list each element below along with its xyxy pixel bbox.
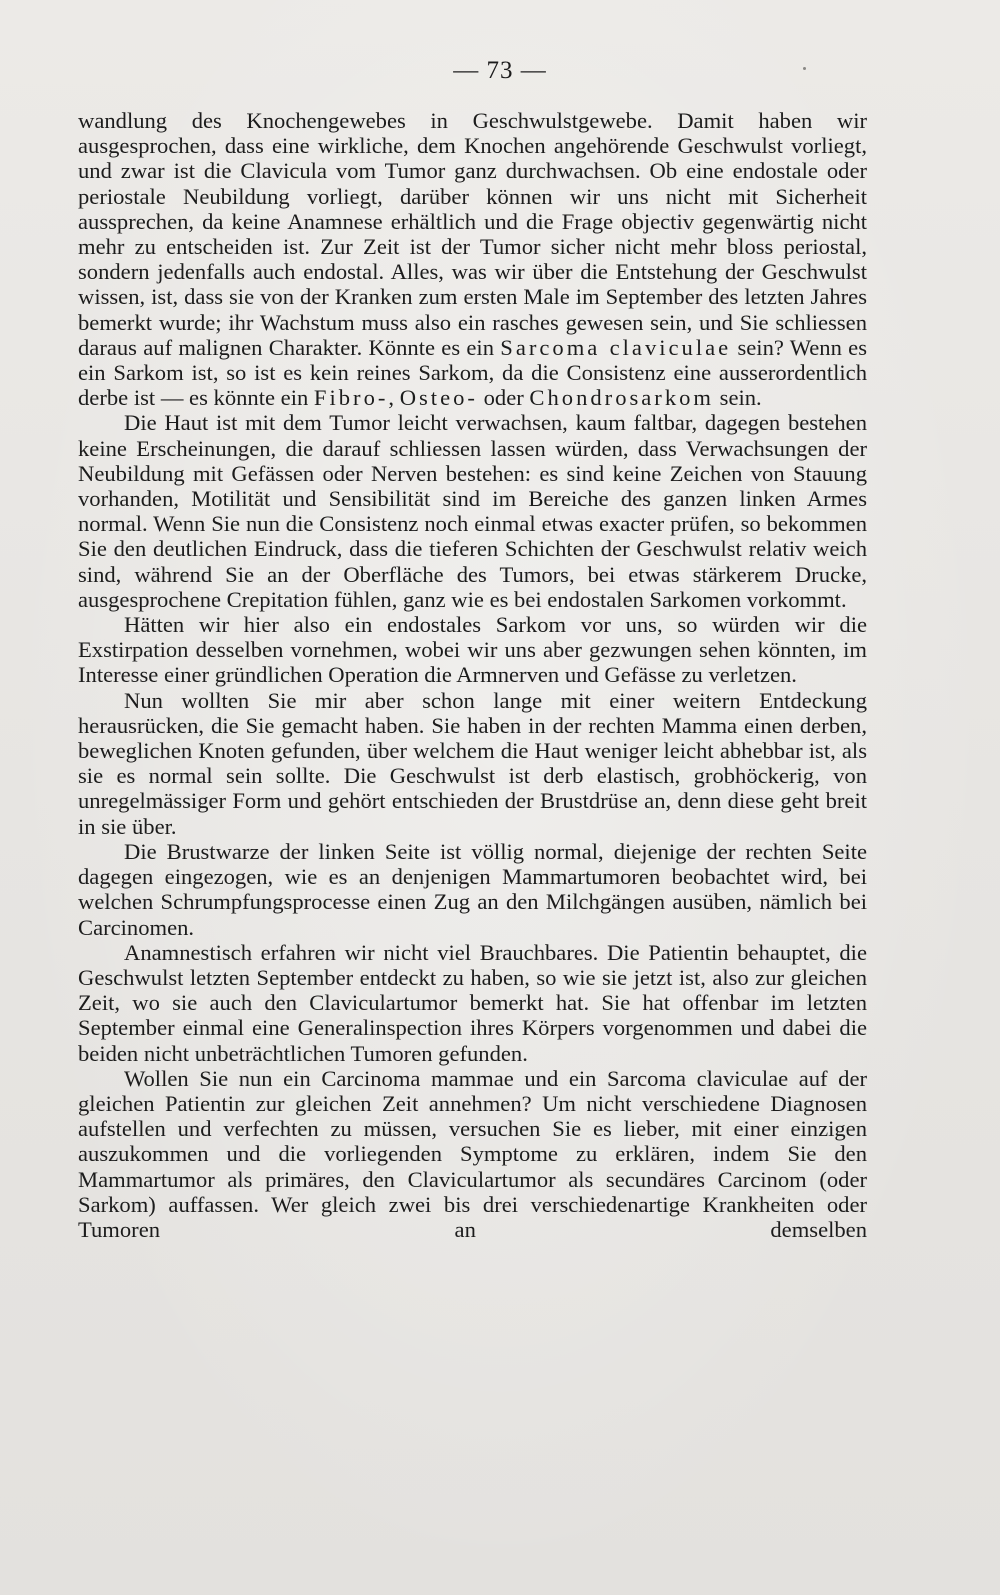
text-run: Die Haut ist mit dem Tumor leicht verwachsen, kaum faltbar, dagegen bestehen keine Erscheinungen, die darauf schliessen lassen würden, dass Verwachsungen der Neubildung mit Gefässen oder Nerven bestehen: es sind keine Zeichen von Stauung vorhanden, Motilität und Sensibilität sind im Bereiche des ganzen linken Armes normal. Wenn Sie nun die Consistenz noch einmal etwas exacter prüfen, so bekommen Sie den deutlichen Eindruck, dass die tieferen Schichten der Geschwulst relativ weich sind, während Sie an der Oberfläche des Tumors, bei etwas stärkerem Drucke, ausgesprochene Crepitation fühlen, ganz wie es bei endostalen Sarkomen vorkommt.	[78, 410, 867, 612]
paragraph	[78, 108, 867, 410]
spaced-term: Osteo-	[399, 385, 478, 411]
paragraph	[78, 410, 867, 612]
paragraph	[78, 1066, 867, 1242]
text-run: sein? Wenn es ein Sarkom ist, so ist es kein reines Sarkom, da die Consistenz eine ausserordentlich derbe ist — es könnte ein	[78, 334, 868, 411]
text-run: oder	[477, 385, 530, 411]
text-run: ,	[388, 385, 400, 411]
spaced-term: Fibro-	[313, 385, 389, 411]
paragraph	[78, 839, 867, 940]
text-run: Anamnestisch erfahren wir nicht viel Brauchbares. Die Patientin behauptet, die Geschwulst letzten September entdeckt zu haben, so wie sie jetzt ist, also zur gleichen Zeit, wo sie auch den Claviculartumor bemerkt hat. Sie hat offenbar im letzten September einmal eine Generalinspection ihres Körpers vorgenommen und dabei die beiden nicht unbeträchtlichen Tumoren gefunden.	[78, 939, 867, 1066]
paragraph	[78, 612, 867, 688]
text-run: sein.	[714, 385, 762, 411]
text-run: Wollen Sie nun ein Carcinoma mammae und ein Sarcoma claviculae auf der gleichen Patientin zur gleichen Zeit annehmen? Um nicht verschiedene Diagnosen aufstellen und verfechten zu müssen, versuchen Sie es lieber, mit einer einzigen auszukommen und die vorliegenden Symptome zu erklären, indem Sie den Mammartumor als primäres, den Claviculartumor als secundäres Carcinom (oder Sarkom) auffassen. Wer gleich zwei bis drei verschiedenartige Krankheiten oder Tumoren an demselben	[78, 1065, 867, 1242]
text-run: wandlung des Knochengewebes in Geschwulstgewebe. Damit haben wir ausgesprochen, dass eine wirkliche, dem Knochen angehörende Geschwulst vorliegt, und zwar ist die Clavicula vom Tumor ganz durchwachsen. Ob eine endostale oder periostale Neubildung vorliegt, darüber können wir uns nicht mit Sicherheit aussprechen, da keine Anamnese erhältlich und die Frage objectiv gegenwärtig nicht mehr zu entscheiden ist. Zur Zeit ist der Tumor sicher nicht mehr bloss periostal, sondern jedenfalls auch endostal. Alles, was wir über die Entstehung der Geschwulst wissen, ist, dass sie von der Kranken zum ersten Male im September des letzten Jahres bemerkt wurde; ihr Wachstum muss also ein rasches gewesen sein, und Sie schliessen daraus auf malignen Charakter. Könnte es ein	[78, 108, 867, 360]
body-text	[78, 108, 867, 1242]
text-run: Hätten wir hier also ein endostales Sarkom vor uns, so würden wir die Exstirpation desselben vornehmen, wobei wir uns aber gezwungen sehen könnten, im Interesse einer gründlichen Operation die Armnerven und Gefässe zu verletzen.	[78, 612, 867, 688]
paragraph	[78, 940, 867, 1066]
paragraph	[78, 688, 867, 839]
text-run: Die Brustwarze der linken Seite ist völlig normal, diejenige der rechten Seite dagegen eingezogen, wie es an denjenigen Mammartumoren beobachtet wird, bei welchen Schrumpfungsprocesse einen Zug an den Milchgängen ausüben, nämlich bei Carcinomen.	[78, 838, 867, 940]
spaced-term: Chondrosarkom	[529, 385, 714, 411]
spaced-term: Sarcoma claviculae	[500, 334, 732, 360]
text-run: Nun wollten Sie mir aber schon lange mit einer weitern Entdeckung herausrücken, die Sie gemacht haben. Sie haben in der rechten Mamma einen derben, beweglichen Knoten gefunden, über welchem die Haut weniger leicht abhebbar ist, als sie es normal sein sollte. Die Geschwulst ist derb elastisch, grobhöckerig, von unregelmässiger Form und gehört entschieden der Brustdrüse an, denn diese geht breit in sie über.	[78, 687, 867, 839]
page-number: — 73 —	[453, 57, 547, 84]
